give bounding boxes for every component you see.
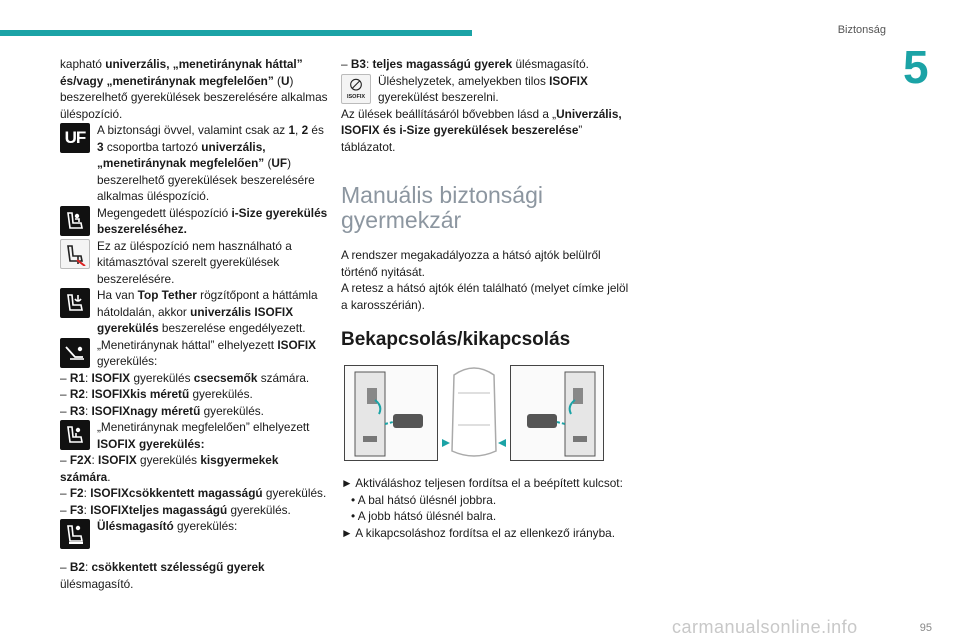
paragraph: ► Aktiváláshoz teljesen fordítsa el a beépített kulcsot: — [341, 476, 623, 490]
list-item: • A jobb hátsó ülésnél balra. — [351, 509, 497, 523]
isize-row: Megengedett üléspozíció i-Size gyerekülés beszereléséhez. — [60, 205, 328, 238]
list-item: – R2: ISOFIXkis méretű gyerekülés. — [60, 387, 253, 401]
list-item: – F2X: ISOFIX gyerekülés kisgyermekek számára. — [60, 453, 279, 484]
uf-icon: UF — [60, 123, 90, 153]
no-support-leg-icon — [60, 239, 90, 269]
list-item: • A bal hátsó ülésnél jobbra. — [351, 492, 497, 507]
chapter-number: 5 — [903, 41, 929, 93]
isofix-prohibited-row: ISOFIX Üléshelyzetek, amelyekben tilos ISOFIX gyerekülést beszerelni. — [341, 73, 631, 106]
forward-facing-isofix-icon — [60, 420, 90, 450]
list-item: – B3: teljes magasságú gyerek ülésmagasító. — [341, 57, 589, 71]
left-door-lock-panel — [344, 365, 438, 461]
paragraph: Az ülések beállításáról bővebben lásd a „Univerzális, ISOFIX és i-Size gyerekülések beszerelése” táblázatot. — [341, 106, 622, 154]
booster-seat-icon — [60, 519, 90, 549]
list-item: – B2: csökkentett szélességű gyerek ülésmagasító. — [60, 560, 265, 591]
paragraph: ► A kikapcsoláshoz fordítsa el az ellenkező irányba. — [341, 525, 615, 540]
forward-facing-row: „Menetiránynak megfelelően” elhelyezett ISOFIX gyerekülés: — [60, 419, 328, 452]
isofix-prohibited-icon: ISOFIX — [341, 74, 371, 104]
rear-facing-row: „Menetiránynak háttal” elhelyezett ISOFIX gyerekülés: — [60, 337, 328, 370]
section-heading: Manuális biztonsági gyermekzár — [341, 182, 544, 233]
left-column — [60, 56, 328, 592]
booster-row: Ülésmagasító gyerekülés: — [60, 518, 328, 549]
top-tether-row: Ha van Top Tether rögzítőpont a háttámla hátoldalán, akkor univerzális ISOFIX gyerekülés beszerelése engedélyezett. — [60, 287, 328, 337]
list-item: – R3: ISOFIXnagy méretű gyerekülés. — [60, 403, 264, 418]
rear-facing-isofix-icon — [60, 338, 90, 368]
car-top-view-icon — [440, 365, 508, 461]
right-column — [341, 56, 631, 541]
header-accent-bar — [0, 30, 472, 36]
paragraph: A rendszer megakadályozza a hátsó ajtók belülről történő nyitását. — [341, 248, 601, 279]
paragraph: kapható univerzális, „menetiránynak háttal” és/vagy „menetiránynak megfelelően” (U) beszerelhető gyerekülések beszerelésére alkalmas üléspozíció. — [60, 57, 328, 121]
isize-seat-icon — [60, 206, 90, 236]
top-tether-icon — [60, 288, 90, 318]
watermark: carmanualsonline.info — [672, 617, 858, 637]
uf-row: UF A biztonsági övvel, valamint csak az 1, 2 és 3 csoportba tartozó univerzális, „menetiránynak megfelelően” (UF) beszerelhető gyerekülések beszerelésére alkalmas üléspozíció. — [60, 122, 328, 205]
paragraph: A retesz a hátsó ajtók élén található (melyet címke jelöl a karosszérián). — [341, 281, 629, 312]
subsection-heading: Bekapcsolás/kikapcsolás — [341, 329, 571, 350]
child-lock-illustration — [344, 365, 604, 461]
section-title: Biztonság — [837, 24, 886, 36]
right-door-lock-panel — [510, 365, 604, 461]
list-item: – R1: ISOFIX gyerekülés csecsemők számára. — [60, 370, 310, 385]
list-item: – F3: ISOFIXteljes magasságú gyerekülés. — [60, 502, 291, 517]
list-item: – F2: ISOFIXcsökkentett magasságú gyerekülés. — [60, 486, 327, 500]
page-number: 95 — [919, 622, 932, 634]
no-support-leg-row: Ez az üléspozíció nem használható a kitámasztóval szerelt gyerekülések beszerelésére. — [60, 238, 328, 288]
